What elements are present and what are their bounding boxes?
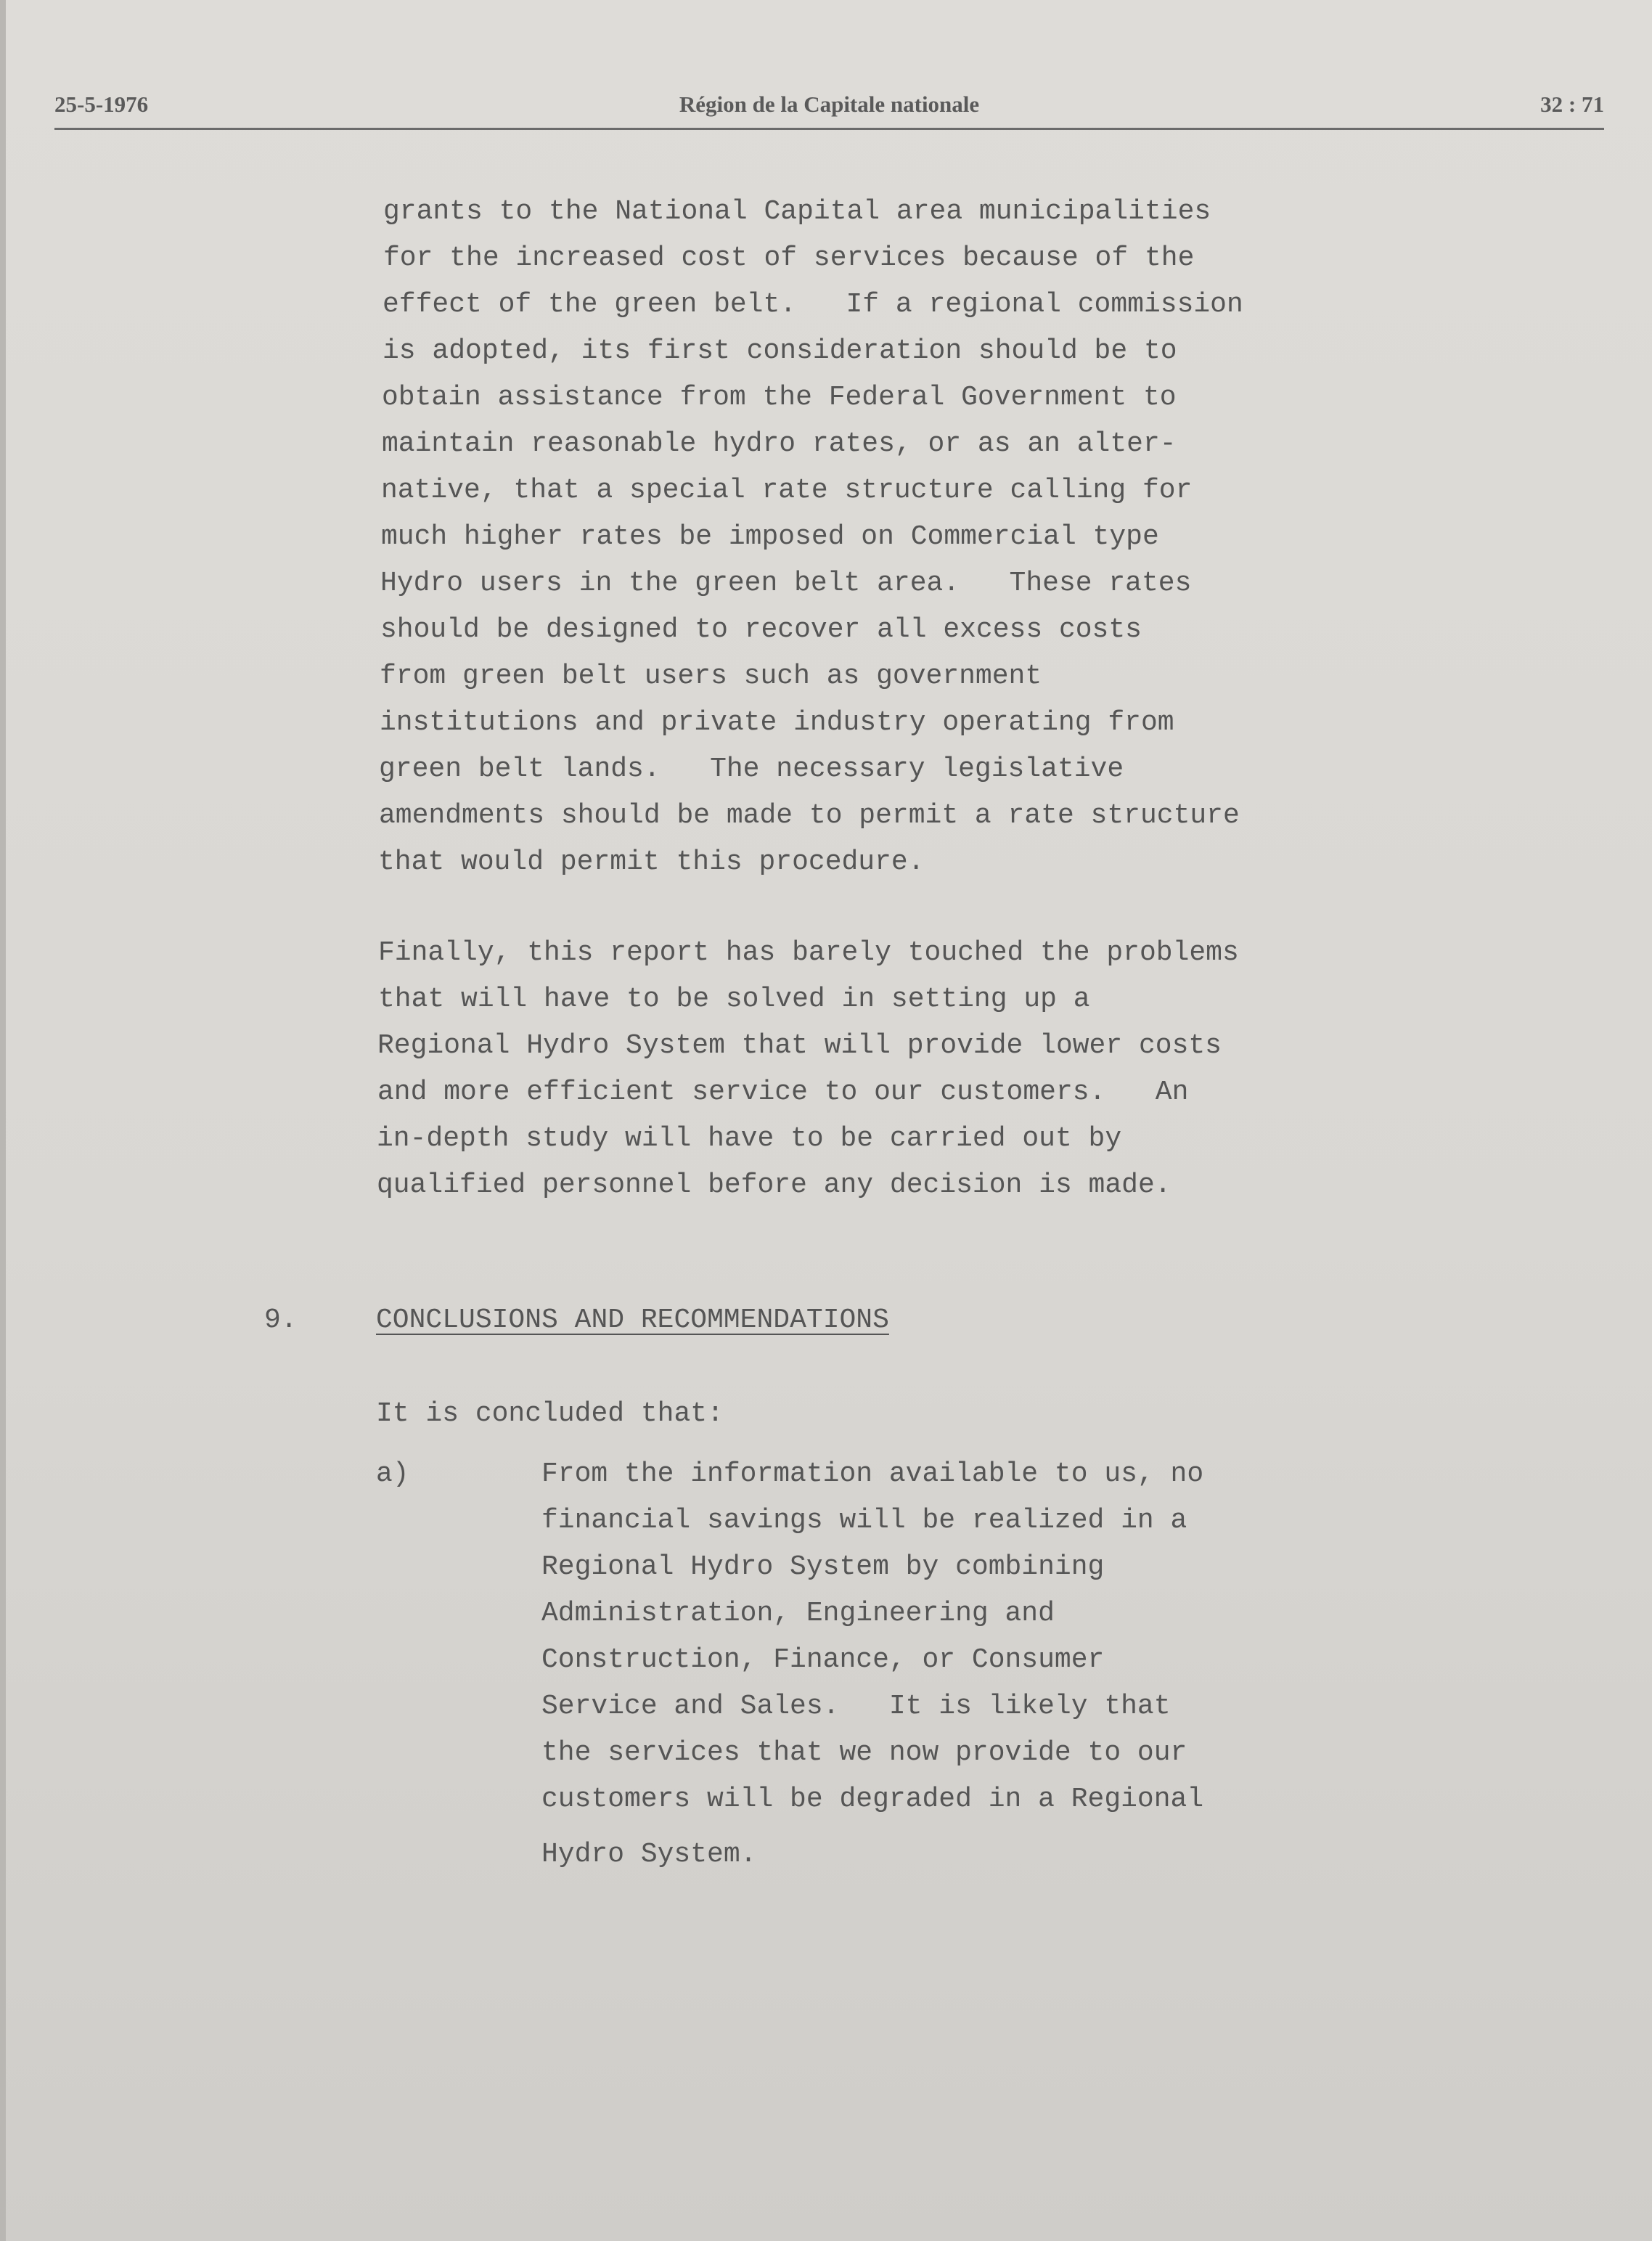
text-line: Finally, this report has barely touched the problems: [378, 937, 1239, 968]
list-item-line: Administration, Engineering and: [541, 1598, 1055, 1629]
running-header: [54, 91, 1604, 129]
text-line: green belt lands. The necessary legislative: [379, 754, 1124, 785]
list-item-line: Regional Hydro System by combining: [541, 1551, 1105, 1583]
intro-text: It is concluded that:: [376, 1398, 724, 1429]
text-line: much higher rates be imposed on Commercial type: [381, 521, 1159, 552]
text-line: Hydro users in the green belt area. These rates: [380, 568, 1192, 599]
text-line: from green belt users such as government: [380, 661, 1042, 692]
text-line: institutions and private industry operating from: [380, 707, 1174, 738]
section-number: 9.: [264, 1305, 298, 1336]
list-item-line: financial savings will be realized in a: [541, 1505, 1187, 1536]
header-date: 25-5-1976: [54, 91, 149, 117]
text-line: Regional Hydro System that will provide lower costs: [377, 1030, 1222, 1061]
text-line: is adopted, its first consideration should be to: [383, 335, 1177, 367]
list-item-line: Service and Sales. It is likely that: [541, 1691, 1171, 1722]
text-line: grants to the National Capital area municipalities: [383, 196, 1211, 227]
text-line: maintain reasonable hydro rates, or as an alter-: [382, 428, 1177, 460]
list-item-line: Construction, Finance, or Consumer: [541, 1644, 1105, 1675]
text-line: effect of the green belt. If a regional commission: [383, 289, 1243, 320]
text-line: that would permit this procedure.: [378, 846, 925, 878]
header-page-ref: 32 : 71: [1540, 91, 1604, 117]
text-line: and more efficient service to our customers. An: [377, 1077, 1189, 1108]
list-item-line: the services that we now provide to our: [541, 1737, 1187, 1768]
text-line: in-depth study will have to be carried out by: [377, 1123, 1122, 1154]
text-line: that will have to be solved in setting up a: [378, 984, 1090, 1015]
text-line: obtain assistance from the Federal Government to: [382, 382, 1177, 413]
section-heading: CONCLUSIONS AND RECOMMENDATIONS: [376, 1305, 889, 1336]
list-item-line: From the information available to us, no: [541, 1458, 1204, 1490]
header-rule: [54, 128, 1604, 130]
list-item-line: customers will be degraded in a Regional: [541, 1784, 1204, 1815]
text-line: native, that a special rate structure calling for: [381, 475, 1193, 506]
list-marker: a): [376, 1458, 409, 1490]
header-title: Région de la Capitale nationale: [679, 91, 980, 117]
text-line: amendments should be made to permit a rate structure: [379, 800, 1240, 831]
list-item-line: Hydro System.: [541, 1839, 757, 1870]
text-line: for the increased cost of services because of the: [383, 242, 1195, 274]
page-edge: [0, 0, 6, 2241]
text-line: qualified personnel before any decision is made.: [377, 1170, 1171, 1201]
text-line: should be designed to recover all excess costs: [380, 614, 1142, 645]
